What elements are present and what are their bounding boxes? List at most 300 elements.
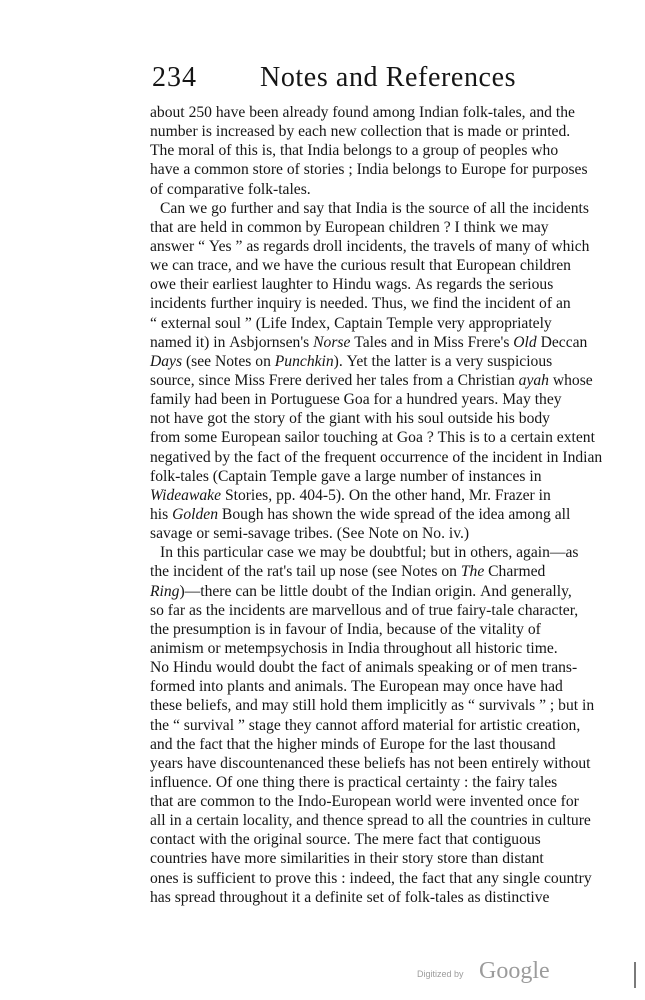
word: among <box>508 505 551 523</box>
word: And <box>480 582 507 600</box>
word: body <box>518 410 550 428</box>
word: Portuguese <box>270 391 340 409</box>
digitized-by-google-watermark <box>417 958 567 988</box>
word: Yes <box>208 237 232 255</box>
word: droll <box>313 237 343 255</box>
word: (see <box>185 352 212 370</box>
word: in <box>454 544 467 562</box>
word: invented <box>469 793 524 811</box>
word: the <box>469 448 489 466</box>
word: and <box>235 697 258 715</box>
word: the <box>447 812 467 830</box>
word: is <box>469 429 480 447</box>
text-line <box>150 620 540 639</box>
word: the <box>368 582 388 600</box>
word: ; <box>549 697 555 715</box>
word: instances <box>468 467 526 485</box>
word: not <box>150 410 170 428</box>
word: of <box>527 620 541 638</box>
word: marvellous <box>312 601 382 619</box>
word: Temple <box>386 314 434 332</box>
word: belongs <box>343 142 392 160</box>
word: may <box>319 544 347 562</box>
word: spread <box>174 888 216 906</box>
word: case <box>267 544 294 562</box>
word: a <box>444 352 452 370</box>
word: of <box>150 180 163 198</box>
word: them <box>351 697 383 715</box>
word: thousand <box>499 735 556 753</box>
word: Yet <box>346 352 368 370</box>
word: of <box>351 582 365 600</box>
word: these <box>150 697 183 715</box>
word: have <box>173 410 204 428</box>
word: survival <box>183 716 235 734</box>
word: shown <box>292 505 333 523</box>
word: Miss <box>433 333 464 351</box>
word: all <box>554 505 571 523</box>
word: ; <box>348 161 353 179</box>
word: that <box>428 257 453 275</box>
text-line <box>150 486 551 505</box>
word: Stories, <box>224 486 273 504</box>
word: may <box>521 218 549 236</box>
word: can <box>172 257 194 275</box>
word: some <box>184 429 218 447</box>
word: Can <box>160 199 186 217</box>
word: of <box>284 448 298 466</box>
word: Frere's <box>467 333 510 351</box>
word: to <box>316 276 329 294</box>
word: number <box>399 467 448 485</box>
text-line <box>150 199 589 218</box>
word: the <box>176 735 196 753</box>
word: the <box>461 295 481 313</box>
word: with <box>364 410 392 428</box>
word: the <box>150 716 170 734</box>
word: this <box>235 142 258 160</box>
word: to <box>483 429 496 447</box>
word: result <box>390 257 426 275</box>
word: Europe <box>461 161 507 179</box>
word: these <box>327 754 361 772</box>
word: further <box>210 295 253 313</box>
text-line <box>150 448 603 467</box>
text-line <box>150 888 550 907</box>
word: higher <box>276 735 317 753</box>
word: the <box>555 104 575 121</box>
word: world <box>395 793 432 811</box>
text-line <box>150 218 549 237</box>
word: any <box>476 869 499 887</box>
word: latter <box>394 352 427 370</box>
word: have <box>215 104 246 121</box>
word: The <box>354 831 379 849</box>
word: favour <box>285 620 326 638</box>
word: story <box>254 410 286 428</box>
word: is <box>201 123 212 141</box>
word: and <box>276 199 300 217</box>
word: animals <box>365 659 414 677</box>
word: the <box>450 735 470 753</box>
word: story <box>402 850 434 868</box>
word: found <box>332 104 369 121</box>
word: by <box>278 123 295 141</box>
word: very <box>455 352 484 370</box>
word: common <box>200 793 255 811</box>
word: ” <box>539 697 546 715</box>
word: the <box>405 199 425 217</box>
text-line <box>150 333 588 352</box>
word: be <box>260 582 276 600</box>
word: Christian <box>457 371 515 389</box>
word: Indian <box>419 104 459 121</box>
word: Note <box>368 525 399 543</box>
word: Notes <box>401 563 438 581</box>
word: of <box>411 601 425 619</box>
word: mere <box>382 831 414 849</box>
word: incidents <box>228 601 286 619</box>
word: that <box>445 831 469 849</box>
word: the <box>398 869 418 887</box>
word: incidents <box>150 295 207 313</box>
word: not <box>434 754 455 772</box>
word: source, <box>150 371 195 389</box>
word: have <box>186 754 217 772</box>
word: inquiry <box>256 295 302 313</box>
word: the <box>456 620 476 638</box>
word: doubt <box>258 659 295 677</box>
word: regards <box>436 276 483 294</box>
word: in <box>417 333 430 351</box>
word: the <box>371 486 391 504</box>
word: would <box>215 659 255 677</box>
text-line <box>150 543 579 562</box>
word: occurrence <box>380 448 449 466</box>
word: a <box>185 812 193 830</box>
word: suspicious <box>487 352 553 370</box>
word: in <box>213 333 226 351</box>
word: as <box>451 697 465 715</box>
word: other <box>394 486 427 504</box>
word: material <box>402 716 454 734</box>
word: the <box>150 620 170 638</box>
word: purposes <box>532 161 588 179</box>
word: is <box>333 773 345 791</box>
word: extent <box>556 429 595 447</box>
word: character, <box>517 601 579 619</box>
word: they <box>534 391 562 409</box>
text-line <box>150 677 563 696</box>
word: gave <box>320 467 351 485</box>
word: similarities <box>280 850 350 868</box>
word: afford <box>360 716 399 734</box>
word: for <box>373 391 392 409</box>
word: particular <box>203 544 264 562</box>
word: stories <box>303 161 345 179</box>
body-text <box>150 103 603 907</box>
word: fairy <box>495 773 525 791</box>
word: in <box>331 639 344 657</box>
word: trace, <box>197 257 232 275</box>
text-line <box>150 562 546 581</box>
word: this <box>176 544 200 562</box>
word: semi-savage <box>213 525 291 543</box>
word: or <box>207 639 221 657</box>
word: each <box>298 123 327 141</box>
word: which <box>551 237 590 255</box>
word: of <box>473 199 487 217</box>
word: 250 <box>188 104 212 121</box>
word: Notes <box>214 352 252 370</box>
word: collection <box>360 123 422 141</box>
text-line <box>150 103 575 122</box>
word: animals. <box>294 678 348 696</box>
text-line <box>150 869 592 888</box>
word: spread <box>367 812 408 830</box>
word: the <box>486 276 506 294</box>
word: that <box>328 199 352 217</box>
word: hold <box>319 697 348 715</box>
page-header <box>152 64 537 98</box>
word: a <box>499 429 507 447</box>
word: definite <box>315 888 363 906</box>
word: so <box>150 601 164 619</box>
word: the <box>150 563 170 581</box>
word: because <box>386 620 436 638</box>
word: and <box>150 735 173 753</box>
text-line <box>150 371 593 390</box>
word: all <box>455 639 472 657</box>
word: historic <box>475 639 523 657</box>
word: to <box>259 869 272 887</box>
word: store <box>437 850 468 868</box>
word: The <box>460 563 485 581</box>
word: source. <box>305 831 351 849</box>
word: stage <box>248 716 281 734</box>
word: is <box>391 199 402 217</box>
word: it <box>291 888 301 906</box>
word: are <box>177 218 197 236</box>
word: her <box>356 371 377 389</box>
word: practical <box>347 773 402 791</box>
word: spread <box>393 505 435 523</box>
word: very <box>436 314 465 332</box>
word: in <box>254 391 267 409</box>
word: (see <box>372 563 398 581</box>
word: a <box>446 371 454 389</box>
word: of <box>329 620 343 638</box>
word: or <box>505 123 519 141</box>
word: of <box>438 505 452 523</box>
word: culture <box>547 812 591 830</box>
word: survivals <box>478 697 536 715</box>
word: many <box>495 237 531 255</box>
word: of <box>289 410 303 428</box>
word: On <box>348 486 368 504</box>
word: on <box>402 525 419 543</box>
word: certainty <box>405 773 461 791</box>
word: (Life <box>255 314 287 332</box>
word: have <box>150 161 180 179</box>
word: laughter <box>261 276 313 294</box>
word: of <box>494 659 508 677</box>
word: Hindu <box>172 659 212 677</box>
word: as <box>467 888 481 906</box>
word: “ <box>172 716 180 734</box>
word: last <box>473 735 496 753</box>
word: had <box>540 678 563 696</box>
word: certain <box>510 429 553 447</box>
word: a <box>411 142 419 160</box>
word: incident <box>492 448 543 466</box>
text-line <box>150 122 571 141</box>
word: owe <box>150 276 176 294</box>
word: in <box>546 448 559 466</box>
word: vitality <box>479 620 524 638</box>
word: creation, <box>526 716 581 734</box>
word: is <box>182 869 193 887</box>
word: Of <box>215 773 233 791</box>
word: wide <box>359 505 391 523</box>
text-line <box>150 582 572 601</box>
word: it) <box>195 333 210 351</box>
word: Hindu <box>332 276 372 294</box>
word: been <box>249 104 279 121</box>
word: folk-tales <box>404 888 464 906</box>
text-line <box>150 658 578 677</box>
word: and <box>529 104 552 121</box>
word: influence. <box>150 773 212 791</box>
word: No <box>150 659 170 677</box>
word: we <box>499 218 518 236</box>
word: fact <box>421 869 446 887</box>
word: source <box>428 199 470 217</box>
word: once <box>473 678 504 696</box>
word: India, <box>346 620 383 638</box>
word: wags. <box>375 276 412 294</box>
text-line <box>150 256 571 275</box>
word: to <box>411 812 425 830</box>
word: that <box>150 793 174 811</box>
word: of <box>539 295 553 313</box>
word: all <box>150 812 166 830</box>
word: sailor <box>284 429 320 447</box>
word: of <box>387 888 401 906</box>
word: the <box>509 199 529 217</box>
word: certain <box>196 812 239 830</box>
word: his <box>395 410 414 428</box>
word: appropriately <box>468 314 552 332</box>
word: European <box>221 429 281 447</box>
word: the <box>371 352 391 370</box>
word: throughout <box>383 639 452 657</box>
word: group <box>422 142 459 160</box>
word: metempsychosis <box>224 639 328 657</box>
word: of <box>362 735 376 753</box>
word: to <box>445 161 458 179</box>
word: of <box>478 237 492 255</box>
word: India <box>347 639 380 657</box>
word: single <box>502 869 541 887</box>
word: has <box>150 888 171 906</box>
word: contiguous <box>472 831 541 849</box>
word: time. <box>526 639 558 657</box>
word: about <box>150 104 185 121</box>
word: Deccan <box>540 333 588 351</box>
word: the <box>410 237 430 255</box>
word: held <box>200 218 228 236</box>
word: can <box>235 582 257 600</box>
word: their <box>369 850 399 868</box>
word: ” <box>235 237 243 255</box>
word: moral <box>178 142 215 160</box>
word: European <box>325 218 385 236</box>
word: in <box>531 812 544 830</box>
word: European <box>456 257 516 275</box>
word: true <box>428 601 453 619</box>
word: incidents, <box>346 237 407 255</box>
word: who <box>531 142 559 160</box>
word: soul <box>417 410 444 428</box>
word: needed. <box>319 295 368 313</box>
word: thence <box>322 812 364 830</box>
word: the <box>274 793 294 811</box>
word: the <box>298 659 318 677</box>
word: the <box>301 448 321 466</box>
word: from <box>150 429 181 447</box>
word: touching <box>323 429 378 447</box>
word: children <box>388 218 440 236</box>
word: years <box>150 754 183 772</box>
word: fact <box>257 448 281 466</box>
word: This <box>437 429 466 447</box>
word: India <box>356 161 389 179</box>
word: pp. <box>276 486 296 504</box>
word: original <box>253 831 303 849</box>
word: of <box>348 659 362 677</box>
word: (See <box>336 525 365 543</box>
word: have <box>211 850 241 868</box>
word: have <box>284 257 314 275</box>
word: Indo-European <box>297 793 392 811</box>
word: Mr. <box>468 486 491 504</box>
word: Charmed <box>488 563 546 581</box>
word: one <box>236 773 259 791</box>
word: “ <box>150 314 157 332</box>
word: presumption <box>172 620 251 638</box>
word: curious <box>340 257 387 275</box>
scan-edge-mark <box>634 962 636 988</box>
word: Old <box>513 333 537 351</box>
word: more <box>244 850 277 868</box>
word: throughout <box>219 888 288 906</box>
word: increased <box>215 123 275 141</box>
word: fact <box>321 659 345 677</box>
word: of <box>452 448 466 466</box>
word: soul <box>214 314 241 332</box>
word: of <box>534 237 548 255</box>
word: common <box>194 161 249 179</box>
word: Captain <box>334 314 383 332</box>
word: that <box>280 142 304 160</box>
word: to <box>258 793 271 811</box>
word: in <box>353 850 366 868</box>
word: of <box>451 467 465 485</box>
word: sufficient <box>196 869 256 887</box>
word: by <box>214 448 231 466</box>
word: say <box>303 199 325 217</box>
